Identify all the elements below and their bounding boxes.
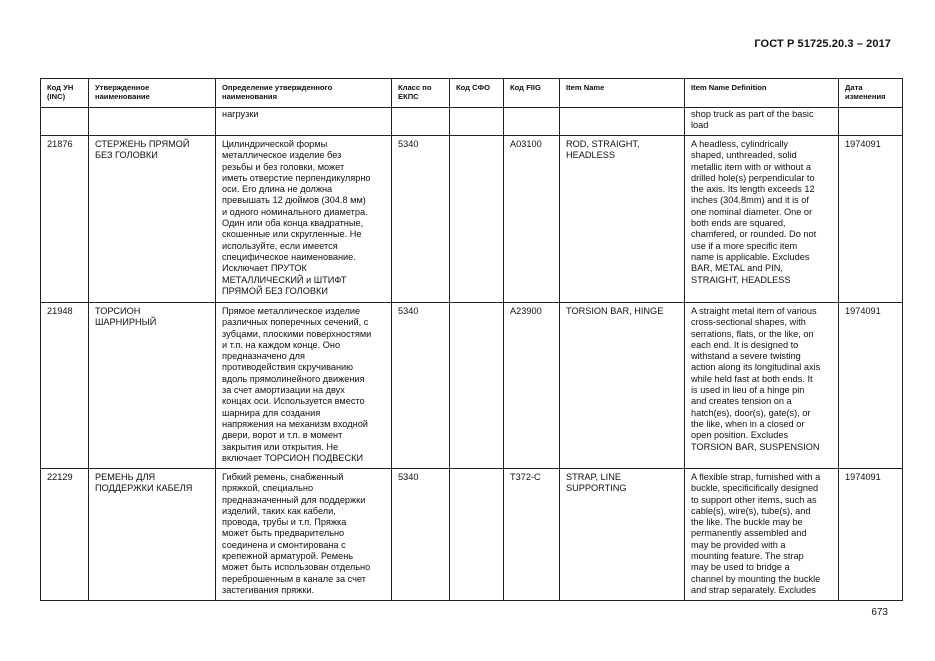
cell-date: 1974091 (839, 136, 903, 303)
cell-name-ru: ТОРСИОН ШАРНИРНЫЙ (89, 303, 216, 469)
cell-name-ru (89, 108, 216, 136)
table-row (41, 136, 903, 303)
cell-fiig: A03100 (504, 136, 560, 303)
cell-sfo (450, 136, 504, 303)
col-header-inc: Код УН (INC) (41, 79, 89, 108)
cell-definition-en: A headless, cylindrically shaped, unthreaded, solid metallic item with or without a drilled hole(s) perpendicular to the axis. Its length exceeds 12 inches (304.8mm) and it is of one nominal diameter. One or both ends are squared, chamfered, or rounded. Do not use if a more specific item name is applicable. Excludes BAR, METAL and PIN, STRAIGHT, HEADLESS (685, 136, 839, 303)
cell-definition-ru: нагрузки (216, 108, 392, 136)
cell-definition-en: A straight metal item of various cross-sectional shapes, with serrations, flats, or the like, on each end. It is designed to withstand a severe twisting action along its longitudinal axis while held fast at both ends. It is used in lieu of a hinge pin and creates tension on a hatch(es), door(s), gate(s), or the like, when in a closed or open position. Excludes TORSION BAR, SUSPENSION (685, 303, 839, 469)
cell-sfo (450, 469, 504, 601)
table-row (41, 469, 903, 601)
cell-inc: 21948 (41, 303, 89, 469)
cell-fiig (504, 108, 560, 136)
cell-inc (41, 108, 89, 136)
cell-definition-ru: Гибкий ремень, снабженный пряжкой, специально предназначенный для поддержки изделий, таких как кабели, провода, трубы и т.п. Пряжка может быть предварительно соединена и смонтирована с крепежной арматурой. Ремень может быть использован отдельно переброшенным в канале за счет застегивания пряжки. (216, 469, 392, 601)
col-header-date: Дата изменения (839, 79, 903, 108)
cell-definition-en: A flexible strap, furnished with a buckle, specificifically designed to support other items, such as cable(s), wire(s), tube(s), and the like. The buckle may be permanently assembled and may be provided with a mounting feature. The strap may be used to bridge a channel by mounting the buckle and strap separately. Excludes (685, 469, 839, 601)
cell-class: 5340 (392, 303, 450, 469)
table-header-row (41, 79, 903, 108)
col-header-definition-en: Item Name Definition (685, 79, 839, 108)
document-header: ГОСТ Р 51725.20.3 – 2017 (754, 38, 891, 50)
cell-definition-ru: Цилиндрической формы металлическое изделие без резьбы и без головки, может иметь отверстие перпендикулярно оси. Его длина не должна превышать 12 дюймов (304.8 мм) и одного номинального диаметра. Один или оба конца квадратные, скошенные или скругленные. Не используйте, если имеется специфическое наименование. Исключает ПРУТОК МЕТАЛЛИЧЕСКИЙ и ШТИФТ ПРЯМОЙ БЕЗ ГОЛОВКИ (216, 136, 392, 303)
cell-item-name: STRAP, LINE SUPPORTING (560, 469, 685, 601)
col-header-definition-ru: Определение утвержденного наименования (216, 79, 392, 108)
cell-class: 5340 (392, 136, 450, 303)
table-row-continuation (41, 108, 903, 136)
cell-name-ru: РЕМЕНЬ ДЛЯ ПОДДЕРЖКИ КАБЕЛЯ (89, 469, 216, 601)
cell-class: 5340 (392, 469, 450, 601)
cell-date: 1974091 (839, 469, 903, 601)
cell-definition-ru: Прямое металлическое изделие различных поперечных сечений, с зубцами, плоскими поверхностями и т.п. на каждом конце. Оно предназначено для противодействия скручиванию вдоль прямолинейного движения за счет амортизации на двух концах оси. Используется вместо шарнира для создания напряжения на механизм входной двери, ворот и т.п. в момент закрытия или открытия. Не включает ТОРСИОН ПОДВЕСКИ (216, 303, 392, 469)
cell-definition-en: shop truck as part of the basic load (685, 108, 839, 136)
page-number: 673 (871, 607, 888, 618)
col-header-item-name: Item Name (560, 79, 685, 108)
col-header-class: Класс по ЕКПС (392, 79, 450, 108)
cell-sfo (450, 108, 504, 136)
nomenclature-table (40, 78, 903, 601)
col-header-fiig: Код FIIG (504, 79, 560, 108)
cell-date (839, 108, 903, 136)
cell-inc: 22129 (41, 469, 89, 601)
col-header-name-ru: Утвержденное наименование (89, 79, 216, 108)
cell-inc: 21876 (41, 136, 89, 303)
cell-fiig: T372-C (504, 469, 560, 601)
col-header-sfo: Код СФО (450, 79, 504, 108)
cell-name-ru: СТЕРЖЕНЬ ПРЯМОЙ БЕЗ ГОЛОВКИ (89, 136, 216, 303)
cell-item-name: ROD, STRAIGHT, HEADLESS (560, 136, 685, 303)
cell-item-name: TORSION BAR, HINGE (560, 303, 685, 469)
cell-class (392, 108, 450, 136)
table-row (41, 303, 903, 469)
cell-item-name (560, 108, 685, 136)
cell-fiig: A23900 (504, 303, 560, 469)
cell-date: 1974091 (839, 303, 903, 469)
cell-sfo (450, 303, 504, 469)
